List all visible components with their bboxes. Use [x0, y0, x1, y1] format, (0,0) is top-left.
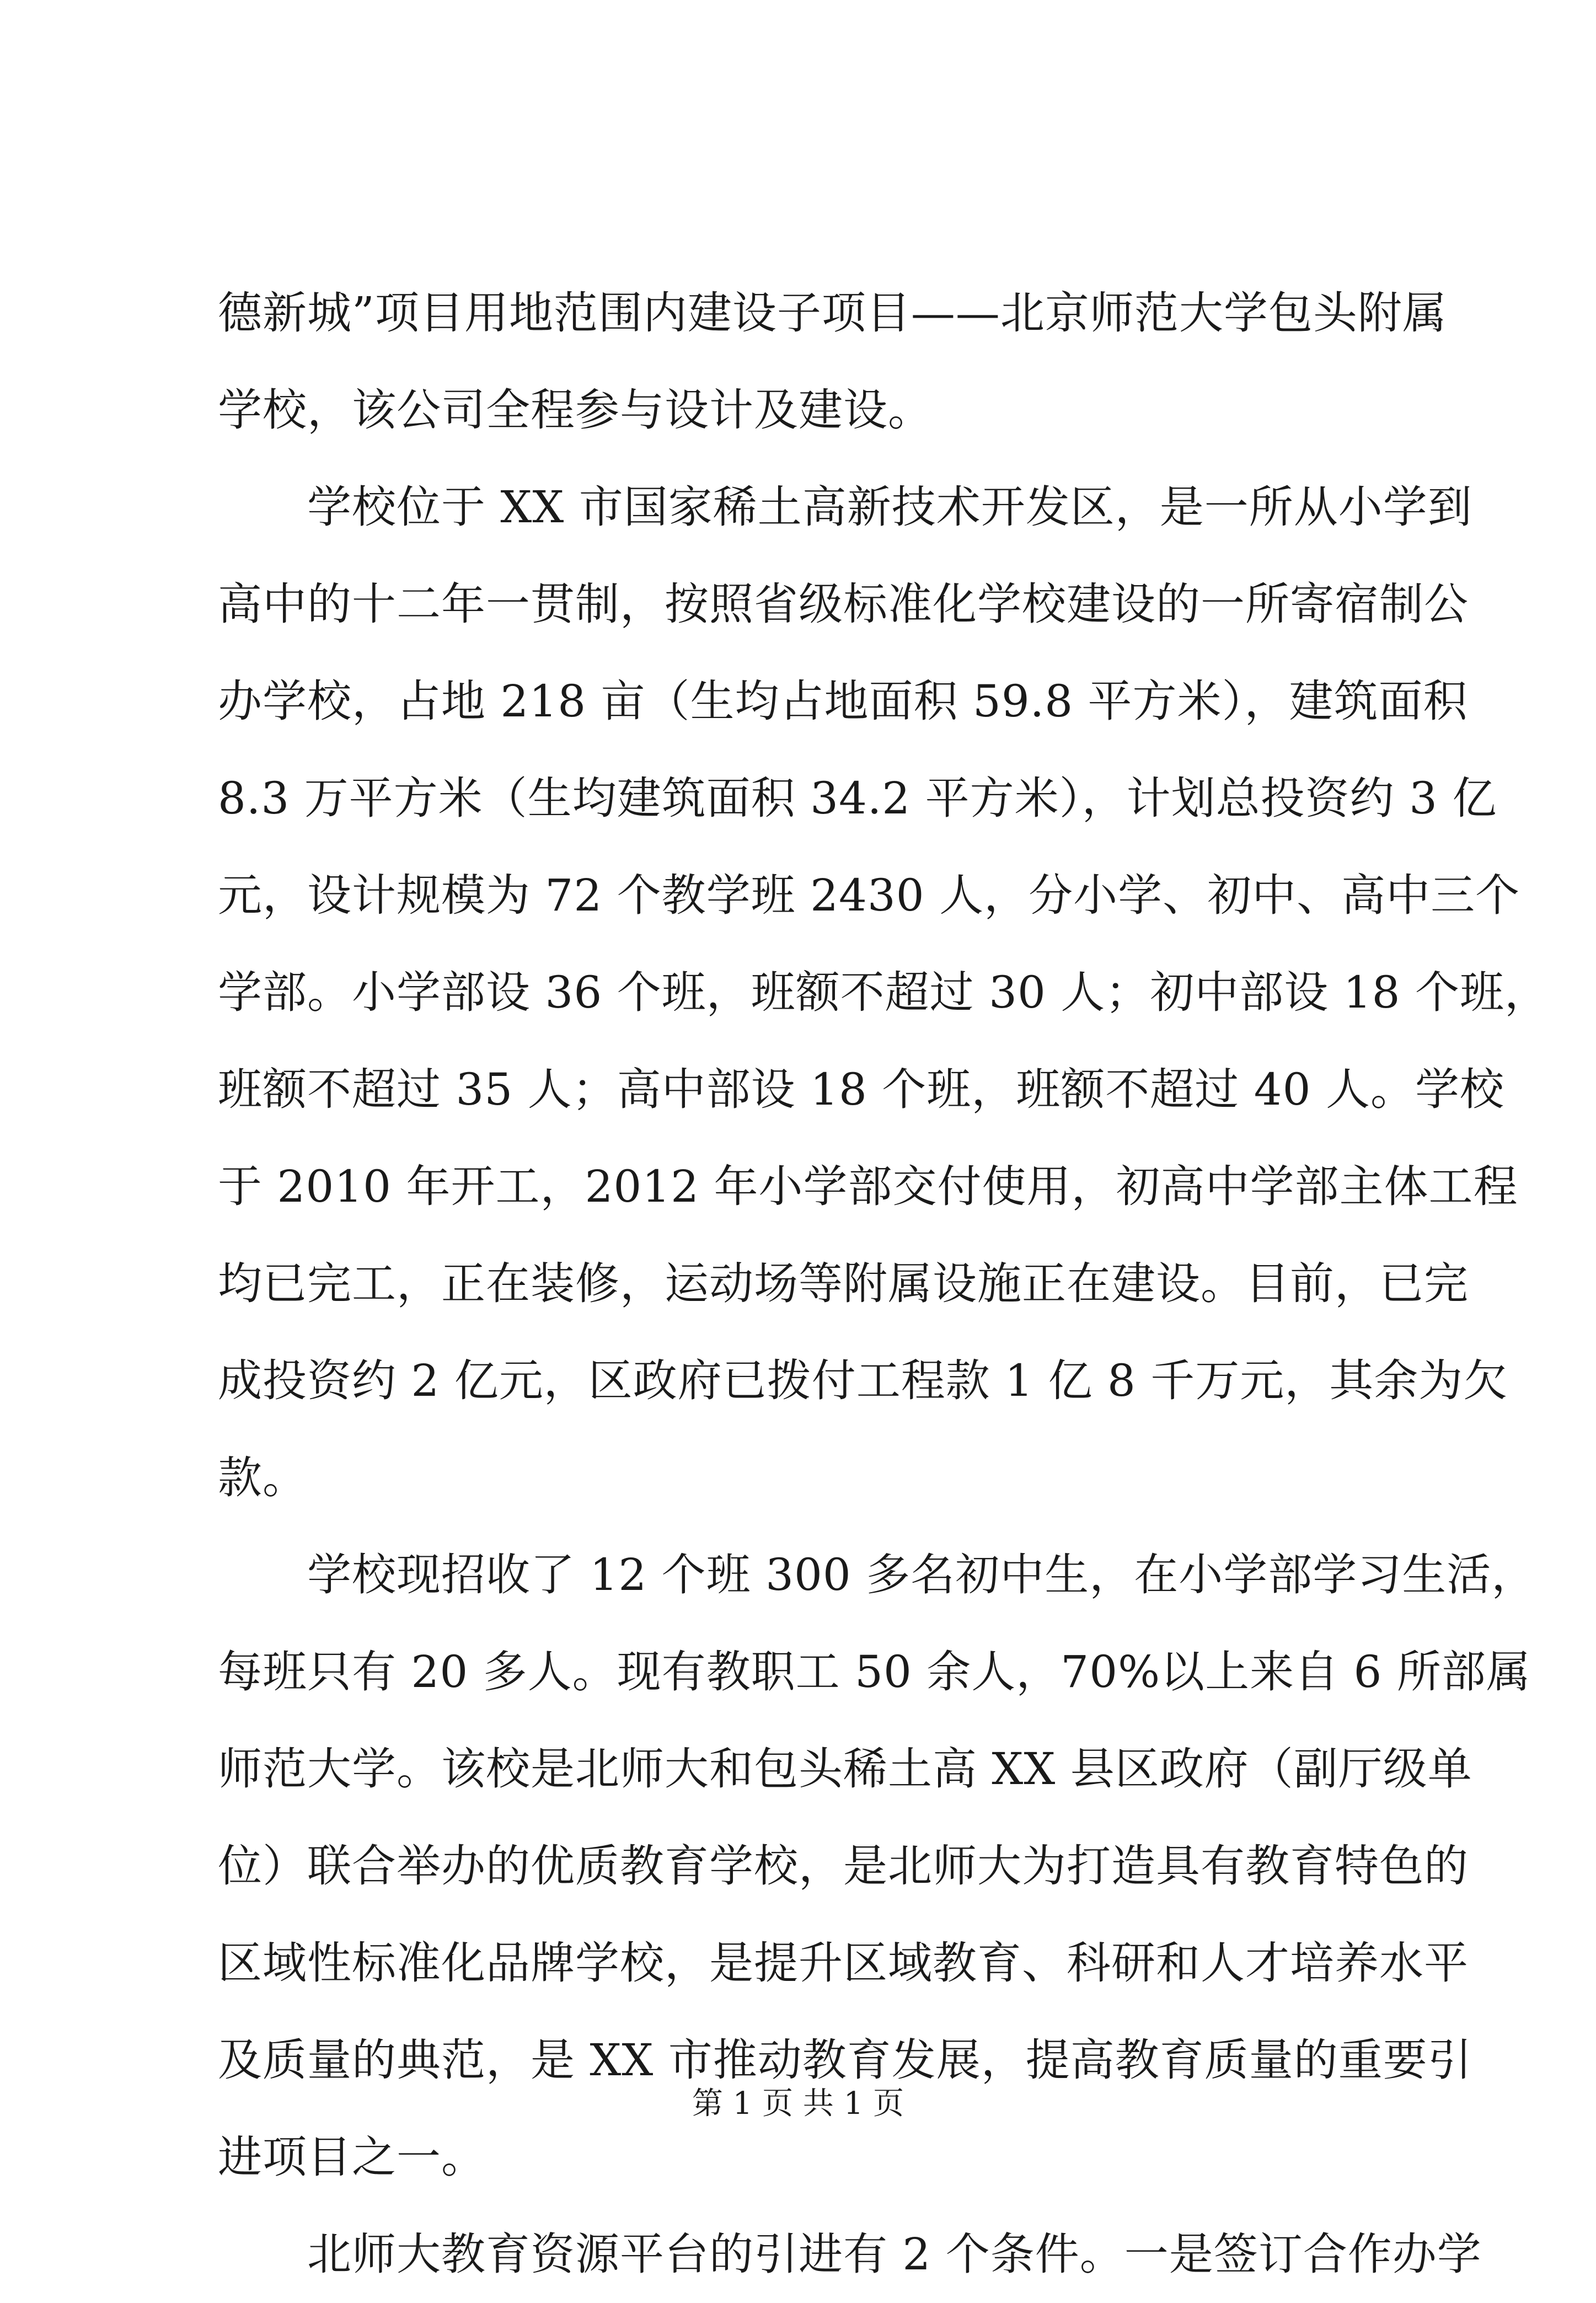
- text-line: 每班只有 20 多人。现有教职工 50 余人，70%以上来自 6 所部属: [218, 1646, 1531, 1697]
- text-line: 位）联合举办的优质教育学校，是北师大为打造具有教育特色的: [218, 1840, 1469, 1892]
- text-line: 元，设计规模为 72 个教学班 2430 人，分小学、初中、高中三个: [218, 870, 1520, 921]
- text-line: 北师大教育资源平台的引进有 2 个条件。一是签订合作办学: [307, 2229, 1482, 2280]
- text-line: 办学校，占地 218 亩（生均占地面积 59.8 平方米），建筑面积: [218, 676, 1468, 727]
- text-line: 学部。小学部设 36 个班，班额不超过 30 人；初中部设 18 个班，: [218, 967, 1549, 1018]
- text-line: 学校位于 XX 市国家稀土高新技术开发区，是一所从小学到: [307, 481, 1472, 533]
- document-body: [218, 265, 1549, 2303]
- text-line: 高中的十二年一贯制，按照省级标准化学校建设的一所寄宿制公: [218, 579, 1469, 630]
- text-line: 学校，该公司全程参与设计及建设。: [218, 384, 933, 436]
- text-line: 师范大学。该校是北师大和包头稀土高 XX 县区政府（副厅级单: [218, 1743, 1472, 1795]
- text-line: 区域性标准化品牌学校，是提升区域教育、科研和人才培养水平: [218, 1937, 1469, 1989]
- text-line: 德新城”项目用地范围内建设子项目——北京师范大学包头附属: [218, 287, 1447, 339]
- text-line: 于 2010 年开工，2012 年小学部交付使用，初高中学部主体工程: [218, 1161, 1518, 1212]
- text-line: 及质量的典范，是 XX 市推动教育发展，提高教育质量的重要引: [218, 2034, 1472, 2086]
- text-line: 学校现招收了 12 个班 300 多名初中生，在小学部学习生活，: [307, 1549, 1536, 1600]
- text-line: 款。: [218, 1452, 307, 1503]
- text-line: 成投资约 2 亿元，区政府已拨付工程款 1 亿 8 千万元，其余为欠: [218, 1355, 1508, 1406]
- text-line: 均已完工，正在装修，运动场等附属设施正在建设。目前，已完: [218, 1258, 1469, 1309]
- text-line: 8.3 万平方米（生均建筑面积 34.2 平方米），计划总投资约 3 亿: [218, 773, 1497, 824]
- text-line: 进项目之一。: [218, 2131, 486, 2183]
- page-number-footer: 第 1 页 共 1 页: [692, 2086, 904, 2122]
- text-line: 班额不超过 35 人；高中部设 18 个班，班额不超过 40 人。学校: [218, 1064, 1504, 1115]
